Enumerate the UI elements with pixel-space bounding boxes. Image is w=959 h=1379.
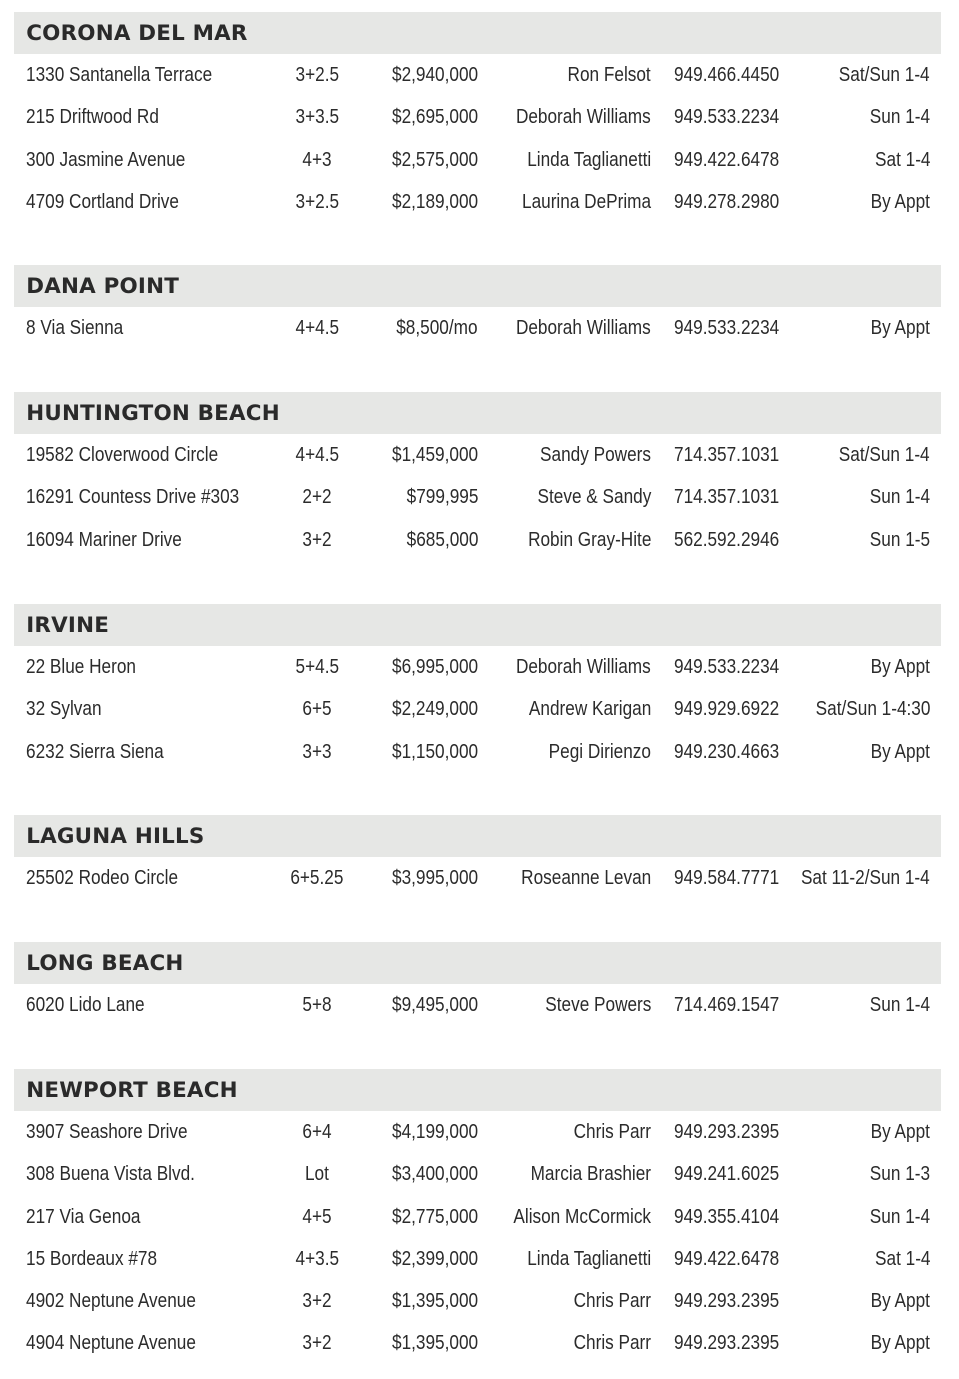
agent-name: Marcia Brashier (530, 1163, 651, 1186)
open-house-hours: Sat/Sun 1-4 (839, 64, 930, 86)
bed-bath: 4+5 (302, 1205, 332, 1228)
agent-name-cell (561, 1322, 651, 1364)
listing-address-cell (26, 1111, 214, 1153)
bed-bath: 3+2.5 (295, 190, 339, 213)
city-section (14, 604, 941, 773)
agent-name: Deborah Williams (516, 656, 651, 678)
bed-bath: 3+2 (302, 528, 332, 551)
listing-price-cell (378, 731, 478, 773)
agent-name: Robin Gray-Hite (527, 528, 651, 551)
bed-bath-cell (276, 1280, 358, 1322)
city-name: LAGUNA HILLS (26, 824, 205, 848)
agent-phone: 949.584.7771 (674, 867, 780, 889)
listing-price: $1,459,000 (391, 444, 478, 466)
agent-phone: 714.469.1547 (674, 994, 780, 1016)
listing-price-cell (378, 1280, 478, 1322)
open-house-hours: Sat 1-4 (874, 148, 930, 171)
open-house-hours-cell (866, 1238, 930, 1280)
agent-name-cell (491, 1196, 651, 1238)
bed-bath-cell (276, 1322, 358, 1364)
listing-row (14, 984, 941, 1026)
listing-address-cell (26, 1322, 224, 1364)
agent-phone-cell (674, 1322, 796, 1364)
listing-address: 4904 Neptune Avenue (26, 1332, 196, 1355)
agent-name: Laurina DePrima (521, 190, 651, 213)
open-house-hours-cell (824, 434, 930, 476)
agent-phone-cell (674, 1111, 796, 1153)
listing-price-cell (378, 181, 478, 223)
bed-bath: 5+4.5 (295, 656, 339, 678)
bed-bath-cell (276, 519, 358, 561)
agent-phone: 949.355.4104 (674, 1205, 780, 1228)
open-house-hours: Sun 1-5 (869, 528, 930, 551)
listing-price: $2,695,000 (391, 106, 478, 129)
city-header (14, 392, 941, 434)
listing-price: $6,995,000 (391, 656, 478, 678)
agent-name-cell (494, 646, 651, 688)
bed-bath-cell (276, 984, 358, 1026)
bed-bath: 4+3.5 (295, 1247, 339, 1270)
open-house-hours-cell (860, 519, 930, 561)
city-name: CORONA DEL MAR (26, 21, 248, 45)
listing-price: $2,249,000 (391, 698, 478, 721)
listing-row (14, 1196, 941, 1238)
agent-name: Chris Parr (573, 1332, 651, 1355)
listing-price: $2,775,000 (391, 1205, 478, 1228)
listing-price-cell (378, 1322, 478, 1364)
listing-address: 4902 Neptune Avenue (26, 1290, 196, 1313)
open-house-hours-cell (861, 731, 930, 773)
agent-name-cell (501, 181, 651, 223)
city-name: IRVINE (26, 613, 110, 637)
city-section (14, 1069, 941, 1365)
agent-name-cell (522, 434, 651, 476)
listing-address-cell (26, 181, 204, 223)
bed-bath-cell (276, 139, 358, 181)
agent-phone: 562.592.2946 (674, 528, 780, 551)
listing-address: 8 Via Sienna (26, 317, 124, 339)
agent-name-cell (509, 688, 651, 730)
listing-price: $3,400,000 (391, 1163, 478, 1186)
listing-address-cell (26, 54, 242, 96)
agent-phone-cell (674, 1280, 796, 1322)
agent-name: Sandy Powers (540, 444, 651, 466)
agent-phone-cell (674, 307, 796, 349)
agent-phone-cell (674, 731, 796, 773)
listing-price: $685,000 (406, 528, 478, 551)
listing-price: $1,150,000 (391, 740, 478, 763)
agent-name-cell (507, 1238, 651, 1280)
listing-address-cell (26, 688, 114, 730)
listing-price-cell (378, 96, 478, 138)
open-house-hours-cell (824, 54, 930, 96)
bed-bath: 6+4 (302, 1121, 332, 1143)
bed-bath-cell (276, 688, 358, 730)
listing-row (14, 1153, 941, 1195)
listing-address: 16094 Mariner Drive (26, 528, 182, 551)
listing-row (14, 1238, 941, 1280)
listing-price-cell (378, 434, 478, 476)
listing-price-cell (378, 1238, 478, 1280)
open-house-hours: By Appt (870, 656, 930, 678)
bed-bath-cell (276, 434, 358, 476)
listing-address-cell (26, 984, 164, 1026)
listing-row (14, 519, 941, 561)
listing-row (14, 1322, 941, 1364)
agent-name-cell (494, 96, 651, 138)
listing-address: 19582 Cloverwood Circle (26, 444, 219, 466)
listing-price: $3,995,000 (391, 867, 478, 889)
agent-phone: 949.293.2395 (674, 1332, 780, 1355)
bed-bath: 3+3.5 (295, 106, 339, 129)
listing-address-cell (26, 1280, 224, 1322)
open-house-hours-cell (861, 181, 930, 223)
bed-bath: 4+3 (302, 148, 332, 171)
listing-price-cell (378, 857, 478, 899)
listing-address: 6020 Lido Lane (26, 994, 145, 1016)
agent-phone: 949.533.2234 (674, 317, 780, 339)
open-house-hours-cell (861, 307, 930, 349)
agent-name-cell (528, 984, 651, 1026)
agent-name-cell (508, 519, 651, 561)
listing-row (14, 434, 941, 476)
listing-row (14, 96, 941, 138)
agent-name: Steve Powers (544, 994, 651, 1016)
open-house-hours-cell (860, 1153, 930, 1195)
agent-name: Roseanne Levan (520, 867, 651, 889)
listing-address: 215 Driftwood Rd (26, 106, 159, 129)
open-house-hours: Sun 1-4 (869, 994, 930, 1016)
open-house-hours: Sun 1-3 (869, 1163, 930, 1186)
bed-bath: 4+4.5 (295, 444, 339, 466)
listing-price-cell (378, 984, 478, 1026)
agent-name: Ron Felsot (567, 64, 651, 86)
agent-phone-cell (674, 1238, 796, 1280)
bed-bath-cell (276, 1153, 358, 1195)
agent-phone: 949.230.4663 (674, 740, 780, 763)
city-header (14, 12, 941, 54)
agent-name: Linda Taglianetti (526, 1247, 651, 1270)
open-house-hours: Sat 1-4 (874, 1247, 930, 1270)
bed-bath-cell (276, 1111, 358, 1153)
listing-price-cell (383, 307, 478, 349)
agent-name: Chris Parr (573, 1290, 651, 1313)
agent-phone: 949.422.6478 (674, 148, 780, 171)
agent-phone: 949.422.6478 (674, 1247, 780, 1270)
agent-phone-cell (674, 1153, 796, 1195)
agent-phone-cell (674, 646, 796, 688)
agent-phone-cell (674, 139, 796, 181)
open-house-hours-cell (860, 984, 930, 1026)
bed-bath: 6+5 (302, 698, 332, 721)
listing-address: 300 Jasmine Avenue (26, 148, 186, 171)
agent-name: Chris Parr (573, 1121, 651, 1143)
listing-address: 3907 Seashore Drive (26, 1121, 188, 1143)
listing-address-cell (26, 731, 186, 773)
agent-name-cell (561, 1280, 651, 1322)
agent-name: Deborah Williams (516, 106, 651, 129)
open-house-hours: By Appt (870, 190, 930, 213)
agent-phone: 949.929.6922 (674, 698, 780, 721)
bed-bath: Lot (305, 1163, 329, 1186)
listing-price-cell (378, 646, 478, 688)
city-name: LONG BEACH (26, 951, 184, 975)
open-house-hours-cell (860, 96, 930, 138)
listing-address: 308 Buena Vista Blvd. (26, 1163, 195, 1186)
agent-name-cell (519, 476, 651, 518)
listing-price-cell (378, 1196, 478, 1238)
listing-price: $8,500/mo (396, 317, 478, 339)
listing-row (14, 139, 941, 181)
bed-bath-cell (276, 476, 358, 518)
open-house-hours: Sun 1-4 (869, 1205, 930, 1228)
agent-phone-cell (674, 96, 796, 138)
open-house-hours: By Appt (870, 740, 930, 763)
agent-name-cell (554, 54, 651, 96)
bed-bath-cell (276, 857, 358, 899)
open-house-hours: Sat/Sun 1-4:30 (815, 698, 930, 721)
bed-bath: 6+5.25 (290, 867, 344, 889)
open-house-hours-cell (866, 139, 930, 181)
bed-bath: 3+2 (302, 1332, 332, 1355)
agent-phone: 714.357.1031 (674, 444, 780, 466)
agent-phone: 714.357.1031 (674, 486, 780, 509)
city-name: DANA POINT (26, 274, 180, 298)
listing-price-cell (378, 54, 478, 96)
city-header (14, 265, 941, 307)
agent-name: Pegi Dirienzo (548, 740, 651, 763)
agent-phone-cell (674, 857, 796, 899)
agent-phone-cell (674, 688, 796, 730)
listing-address: 6232 Sierra Siena (26, 740, 164, 763)
city-header (14, 604, 941, 646)
open-house-hours: Sat/Sun 1-4 (839, 444, 930, 466)
agent-phone-cell (674, 1196, 796, 1238)
listing-price-cell (378, 1153, 478, 1195)
open-house-hours-cell (860, 1196, 930, 1238)
listing-address-cell (26, 434, 249, 476)
agent-name: Steve & Sandy (537, 486, 651, 509)
open-house-hours: Sat 11-2/Sun 1-4 (801, 867, 930, 889)
bed-bath: 3+3 (302, 740, 332, 763)
listing-address: 32 Sylvan (26, 698, 102, 721)
listing-price: $9,495,000 (391, 994, 478, 1016)
listing-address-cell (26, 96, 181, 138)
listing-address-cell (26, 857, 203, 899)
listing-address: 25502 Rodeo Circle (26, 867, 179, 889)
agent-name-cell (532, 731, 651, 773)
listing-price: $799,995 (406, 486, 478, 509)
open-house-hours-cell (860, 476, 930, 518)
open-house-hours: Sun 1-4 (869, 486, 930, 509)
listing-row (14, 1111, 941, 1153)
city-header (14, 815, 941, 857)
open-house-hours: By Appt (870, 1332, 930, 1355)
city-section (14, 942, 941, 1026)
listing-price-cell (378, 688, 478, 730)
listing-price: $2,189,000 (391, 190, 478, 213)
listing-row (14, 646, 941, 688)
bed-bath-cell (276, 1196, 358, 1238)
bed-bath-cell (276, 54, 358, 96)
listing-address-cell (26, 1196, 159, 1238)
agent-phone: 949.293.2395 (674, 1121, 780, 1143)
listing-address: 22 Blue Heron (26, 656, 136, 678)
open-house-hours-cell (780, 857, 930, 899)
agent-phone-cell (674, 54, 796, 96)
listing-row (14, 1280, 941, 1322)
agent-name: Andrew Karigan (528, 698, 651, 721)
agent-name: Alison McCormick (513, 1205, 651, 1228)
bed-bath-cell (276, 96, 358, 138)
listing-price: $2,399,000 (391, 1247, 478, 1270)
city-name: NEWPORT BEACH (26, 1078, 238, 1102)
agent-phone-cell (674, 181, 796, 223)
listing-price-cell (378, 1111, 478, 1153)
open-house-hours-cell (861, 1280, 930, 1322)
agent-name: Deborah Williams (516, 317, 651, 339)
bed-bath: 3+2 (302, 1290, 332, 1313)
agent-phone: 949.241.6025 (674, 1163, 780, 1186)
listing-row (14, 688, 941, 730)
open-house-hours-cell (861, 646, 930, 688)
agent-phone: 949.533.2234 (674, 106, 780, 129)
agent-name-cell (494, 307, 651, 349)
city-section (14, 815, 941, 899)
open-house-hours: Sun 1-4 (869, 106, 930, 129)
agent-name-cell (500, 857, 651, 899)
bed-bath-cell (276, 646, 358, 688)
listing-row (14, 307, 941, 349)
listing-address: 15 Bordeaux #78 (26, 1247, 158, 1270)
listing-address-cell (26, 476, 274, 518)
listing-address-cell (26, 1238, 178, 1280)
bed-bath: 2+2 (302, 486, 332, 509)
city-header (14, 942, 941, 984)
bed-bath: 3+2.5 (295, 64, 339, 86)
agent-phone-cell (674, 519, 796, 561)
listing-address-cell (26, 646, 154, 688)
listing-row (14, 731, 941, 773)
city-section (14, 12, 941, 223)
listing-price: $2,940,000 (391, 64, 478, 86)
listing-address: 4709 Cortland Drive (26, 190, 179, 213)
agent-phone-cell (674, 984, 796, 1026)
bed-bath: 5+8 (302, 994, 332, 1016)
open-house-hours: By Appt (870, 1290, 930, 1313)
listing-address-cell (26, 519, 207, 561)
open-house-hours-cell (797, 688, 930, 730)
agent-phone: 949.533.2234 (674, 656, 780, 678)
city-name: HUNTINGTON BEACH (26, 401, 280, 425)
city-section (14, 265, 941, 349)
listing-address-cell (26, 307, 139, 349)
agent-phone: 949.293.2395 (674, 1290, 780, 1313)
listing-price: $1,395,000 (391, 1332, 478, 1355)
listing-address: 16291 Countess Drive #303 (26, 486, 240, 509)
bed-bath-cell (276, 307, 358, 349)
city-header (14, 1069, 941, 1111)
listing-price-cell (395, 476, 478, 518)
listing-address: 1330 Santanella Terrace (26, 64, 213, 86)
listing-price: $2,575,000 (391, 148, 478, 171)
listing-address: 217 Via Genoa (26, 1205, 141, 1228)
bed-bath-cell (276, 181, 358, 223)
listing-price-cell (395, 519, 478, 561)
agent-name: Linda Taglianetti (526, 148, 651, 171)
listing-row (14, 857, 941, 899)
listing-row (14, 54, 941, 96)
listing-address-cell (26, 1153, 222, 1195)
agent-name-cell (561, 1111, 651, 1153)
listing-price-cell (378, 139, 478, 181)
open-house-hours: By Appt (870, 317, 930, 339)
agent-name-cell (507, 139, 651, 181)
agent-phone: 949.278.2980 (674, 190, 780, 213)
agent-name-cell (511, 1153, 651, 1195)
bed-bath-cell (276, 1238, 358, 1280)
agent-phone-cell (674, 434, 796, 476)
bed-bath: 4+4.5 (295, 317, 339, 339)
open-house-hours: By Appt (870, 1121, 930, 1143)
listing-price: $4,199,000 (391, 1121, 478, 1143)
open-house-hours-cell (861, 1322, 930, 1364)
listing-row (14, 181, 941, 223)
agent-phone: 949.466.4450 (674, 64, 780, 86)
open-house-hours-cell (861, 1111, 930, 1153)
bed-bath-cell (276, 731, 358, 773)
city-section (14, 392, 941, 561)
listing-price: $1,395,000 (391, 1290, 478, 1313)
agent-phone-cell (674, 476, 796, 518)
listing-address-cell (26, 139, 211, 181)
listing-row (14, 476, 941, 518)
